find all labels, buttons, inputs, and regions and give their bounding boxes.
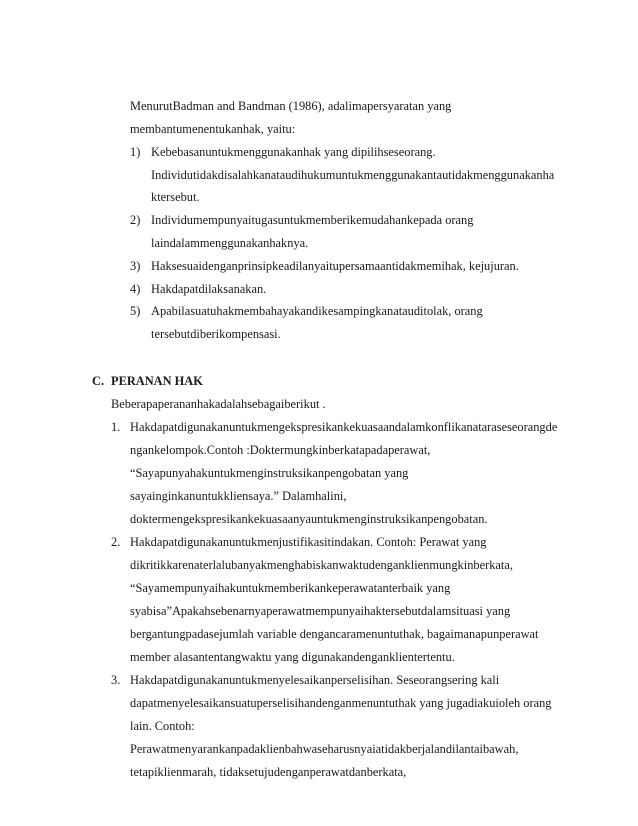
section-title: PERANAN HAK <box>111 374 203 388</box>
list-item-text: lain. Contoh: <box>130 719 195 733</box>
list-item-text: tetapiklienmarah, tidaksetujudenganperawatdanberkata, <box>130 765 407 779</box>
list-item-text: Hakdapatdilaksanakan. <box>151 282 267 296</box>
list-item-text: member alasantentangwaktu yang digunakandenganklientertentu. <box>130 650 455 664</box>
list-item-text: Individumempunyaitugasuntukmemberikemudahankepada orang <box>151 213 474 227</box>
list-item-text: syabisa”Apakahsebenarnyaperawatmempunyaihaktersebutdalamsituasi yang <box>130 604 511 618</box>
list-item-number: 2. <box>111 535 121 549</box>
list-item-text: doktermengekspresikankekuasaanyauntukmenginstruksikanpengobatan. <box>130 512 488 526</box>
list-item-text: Hakdapatdigunakanuntukmengekspresikankekuasaandalamkonflikanataraseseorangde <box>130 420 558 434</box>
list-item-text: bergantungpadasejumlah variable dengancaramenuntuthak, bagaimanapunperawat <box>130 627 539 641</box>
list-item-text: tersebutdiberikompensasi. <box>151 327 281 341</box>
intro-line-1: MenurutBadman and Bandman (1986), adalimapersyaratan yang <box>130 99 452 113</box>
list-item-text: Haksesuaidenganprinsipkeadilanyaitupersamaantidakmemihak, kejujuran. <box>151 259 519 273</box>
intro-line-2: membantumenentukanhak, yaitu: <box>130 122 296 136</box>
list-item-text: laindalammenggunakanhaknya. <box>151 236 309 250</box>
list-item-text: Perawatmenyarankanpadaklienbahwaseharusnyaiatidakberjalandilantaibawah, <box>130 742 519 756</box>
list-item-text: Apabilasuatuhakmembahayakandikesampingkanatauditolak, orang <box>151 304 483 318</box>
list-item-text: Individutidakdisalahkanataudihukumuntukmenggunakantautidakmenggunakanha <box>151 168 555 182</box>
section-label: C. <box>92 374 105 388</box>
list-item-number: 2) <box>130 213 141 227</box>
list-item-number: 1) <box>130 145 141 159</box>
list-item-text: “Sayapunyahakuntukmenginstruksikanpengobatan yang <box>130 466 409 480</box>
list-item-text: ngankelompok.Contoh :Doktermungkinberkatapadaperawat, <box>130 443 431 457</box>
list-item-number: 3. <box>111 673 121 687</box>
list-item-text: Hakdapatdigunakanuntukmenjustifikasitindakan. Contoh: Perawat yang <box>130 535 487 549</box>
list-item-text: “Sayamempunyaihakuntukmemberikankeperawatanterbaik yang <box>130 581 451 595</box>
list-item-number: 3) <box>130 259 141 273</box>
list-item-text: dapatmenyelesaikansuatuperselisihandenganmenuntuthak yang jugadiakuioleh orang <box>130 696 552 710</box>
list-item-text: sayainginkanuntukkliensaya.” Dalamhalini, <box>130 489 347 503</box>
list-item-number: 4) <box>130 282 141 296</box>
list-item-text: Hakdapatdigunakanuntukmenyelesaikanperselisihan. Seseorangsering kali <box>130 673 500 687</box>
list-item-text: Kebebasanuntukmenggunakanhak yang dipilihseseorang. <box>151 145 436 159</box>
list-item-number: 5) <box>130 304 141 318</box>
list-item-text: ktersebut. <box>151 190 200 204</box>
list-item-text: dikritikkarenaterlalubanyakmenghabiskanwaktudenganklienmungkinberkata, <box>130 558 513 572</box>
list-item-number: 1. <box>111 420 121 434</box>
section-intro: Beberapaperananhakadalahsebagaiberikut . <box>111 397 326 411</box>
